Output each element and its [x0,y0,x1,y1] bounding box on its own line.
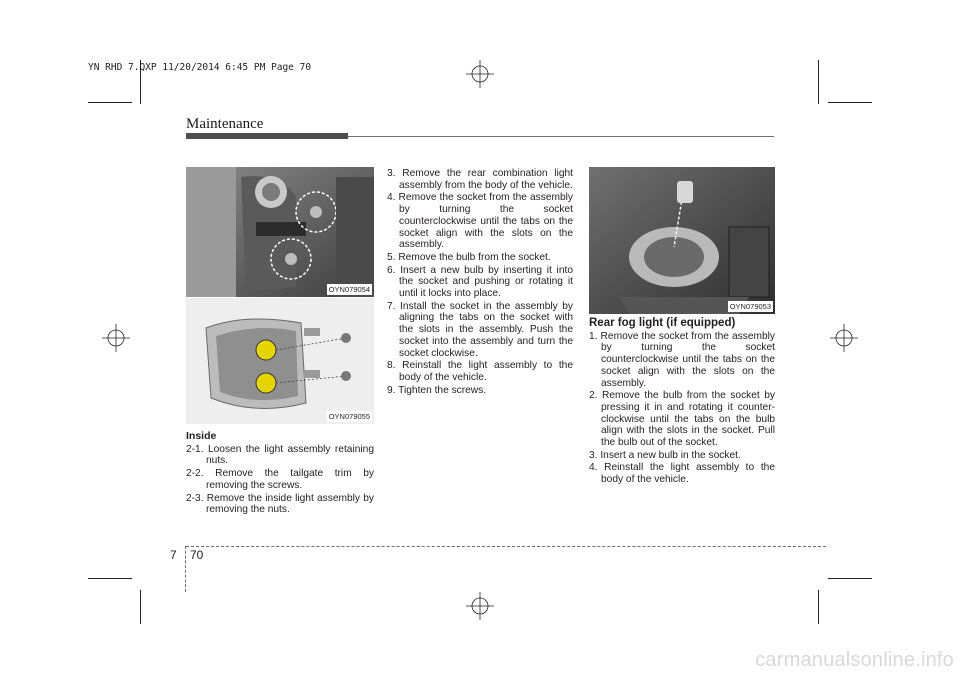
instruction-step: 2-2. Remove the tailgate trim by removing the screws. [186,468,374,491]
figure-light-assembly-diagram [186,298,374,424]
left-text-column [186,431,374,517]
figure-code-label: OYN079053 [729,302,771,311]
middle-text-column [387,168,573,397]
header-bar [186,133,348,139]
page-number: 70 [190,548,204,562]
registration-mark [830,324,858,352]
registration-mark [466,592,494,620]
instruction-step: 5. Remove the bulb from the socket. [387,251,551,263]
instruction-step: 8. Reinstall the light assembly to the body of the vehicle. [387,360,573,383]
instruction-step: 3. Remove the rear combination light assembly from the body of the vehicle. [387,168,573,191]
figure-code-label: OYN079055 [328,412,370,421]
right-text-column [589,318,775,487]
registration-mark [102,324,130,352]
figure-socket-nuts-photo [186,167,374,297]
rear-fog-light-heading: Rear fog light (if equipped) [589,317,736,329]
instruction-step: 7. Install the socket in the assembly by aligning the tabs on the socket with the slots in the assembly. Push the socket into the assembly and turn the socket clockwise. [387,300,573,359]
crop-mark [818,590,819,624]
crop-mark [88,578,132,579]
print-slug-line: YN RHD 7.QXP 11/20/2014 6:45 PM Page 70 [88,62,312,73]
instruction-step: 6. Insert a new bulb by inserting it into the socket and pushing or rotating it until it locks into place. [387,264,573,300]
crop-mark [828,102,872,103]
instruction-step: 2-3. Remove the inside light assembly by removing the nuts. [186,492,374,516]
figure-light-assembly-illustration [186,298,374,424]
instruction-step: 3. Insert a new bulb in the socket. [589,449,741,461]
instruction-step: 2. Remove the bulb from the socket by pressing it in and rotating it counter-clockwise until the tabs on the bulb align with the slots in the socket. Pull the bulb out of the socket. [589,390,775,449]
instruction-step: 1. Remove the socket from the assembly by turning the socket counterclockwise until the tabs on the socket align with the slots on the assembly. [589,330,775,389]
figure-fog-light-socket-photo [589,167,775,314]
instruction-step: 4. Reinstall the light assembly to the body of the vehicle. [589,462,775,486]
figure-fog-light-socket-illustration [589,167,775,314]
figure-socket-nuts-illustration [186,167,374,297]
registration-mark [466,60,494,88]
watermark-text: carmanualsonline.info [755,649,954,671]
instruction-step: 4. Remove the socket from the assembly by turning the socket counterclockwise until the tabs on the socket align with the slots on the assembly. [387,192,573,251]
footer-divider [185,546,186,592]
crop-mark [88,102,132,103]
crop-mark [828,578,872,579]
instruction-step: 2-1. Loosen the light assembly retaining nuts. [186,443,374,467]
chapter-number: 7 [170,548,177,562]
inside-subheading: Inside [186,430,217,442]
section-header-title: Maintenance [186,116,264,132]
crop-mark [818,60,819,104]
instruction-step: 9. Tighten the screws. [387,384,487,396]
footer-rule [186,546,826,547]
crop-mark [140,590,141,624]
figure-code-label: OYN079054 [328,285,370,294]
